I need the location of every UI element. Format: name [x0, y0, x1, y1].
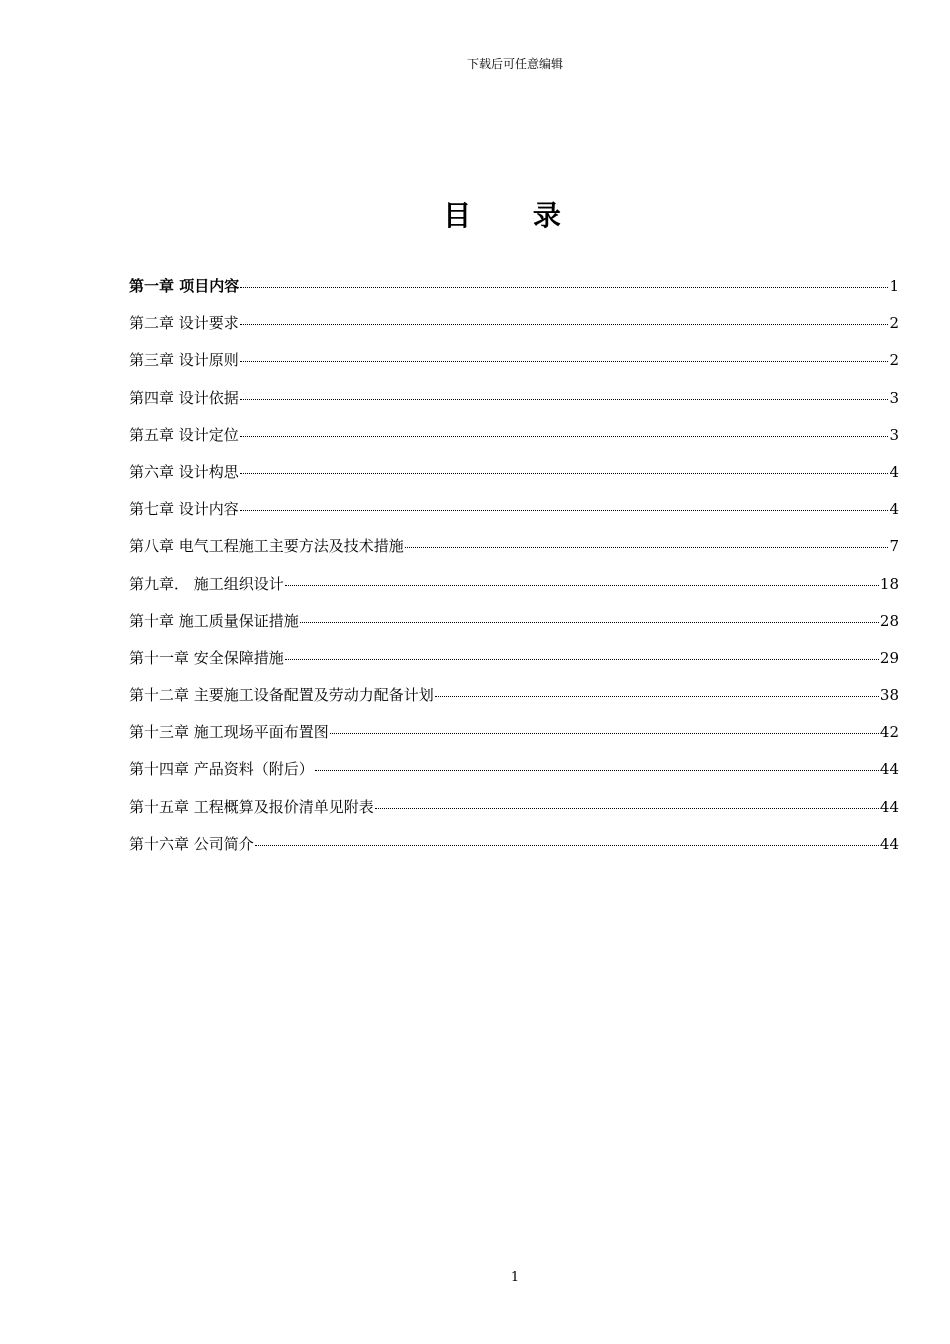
toc-entry-chapter-15[interactable]: [129, 795, 899, 832]
toc-chapter-number: 第八章: [129, 537, 175, 556]
toc-page-number: 3: [889, 425, 899, 444]
toc-page-number: 2: [889, 351, 899, 370]
toc-dot-leader: [240, 510, 889, 511]
toc-chapter-number: 第二章: [129, 314, 175, 333]
toc-entry-label: [129, 348, 239, 372]
toc-page-number: 44: [879, 797, 899, 816]
toc-page-number: 7: [889, 537, 899, 556]
toc-entry-chapter-16[interactable]: [129, 832, 899, 869]
toc-dot-leader: [240, 399, 889, 400]
toc-dot-leader: [285, 585, 879, 586]
toc-entry-label: [129, 311, 239, 335]
toc-entry-chapter-6[interactable]: [129, 460, 899, 497]
toc-entry-label: [129, 572, 284, 596]
toc-entry-label: [129, 720, 329, 744]
toc-chapter-title: 设计原则: [178, 351, 239, 370]
toc-dot-leader: [240, 473, 889, 474]
toc-page-number: 44: [879, 834, 899, 853]
toc-page-number: 3: [889, 388, 899, 407]
toc-title: 目 录: [443, 199, 587, 232]
toc-page-number: 44: [879, 760, 899, 779]
toc-entry-label: [129, 683, 434, 707]
toc-entry-label: [129, 795, 374, 819]
toc-page-number: 42: [879, 723, 899, 742]
toc-entry-label: [129, 646, 284, 670]
toc-chapter-number: 第一章: [129, 277, 175, 295]
toc-chapter-title: 产品资料（附后）: [193, 760, 314, 779]
toc-page-number: 4: [889, 500, 899, 519]
toc-dot-leader: [330, 733, 879, 734]
toc-dot-leader: [240, 287, 888, 288]
toc-dot-leader: [435, 696, 879, 697]
toc-chapter-title: 主要施工设备配置及劳动力配备计划: [193, 686, 434, 705]
toc-chapter-number: 第十章: [129, 611, 175, 630]
toc-chapter-title: 施工质量保证措施: [178, 611, 299, 630]
toc-entry-label: [129, 460, 239, 484]
toc-chapter-title: 设计依据: [178, 388, 239, 407]
toc-entry-label: [129, 423, 239, 447]
toc-entry-chapter-13[interactable]: [129, 720, 899, 757]
toc-chapter-number: 第六章: [129, 462, 175, 481]
toc-chapter-number: 第四章: [129, 388, 175, 407]
table-of-contents: [129, 274, 899, 869]
toc-page-number: 38: [879, 686, 899, 705]
toc-entry-chapter-11[interactable]: [129, 646, 899, 683]
toc-dot-leader: [285, 659, 879, 660]
toc-entry-chapter-12[interactable]: [129, 683, 899, 720]
toc-page-number: 29: [879, 648, 899, 667]
toc-entry-chapter-4[interactable]: [129, 386, 899, 423]
toc-page-number: 28: [879, 611, 899, 630]
toc-entry-chapter-1[interactable]: [129, 274, 899, 311]
toc-entry-label: [129, 757, 314, 781]
toc-page-number: 2: [889, 314, 899, 333]
toc-entry-chapter-3[interactable]: [129, 348, 899, 385]
toc-dot-leader: [240, 361, 889, 362]
toc-chapter-title: 施工现场平面布置图: [193, 723, 329, 742]
toc-dot-leader: [255, 845, 879, 846]
toc-entry-chapter-2[interactable]: [129, 311, 899, 348]
toc-entry-chapter-8[interactable]: [129, 534, 899, 571]
toc-chapter-number: 第五章: [129, 425, 175, 444]
toc-chapter-number: 第十一章: [129, 648, 190, 667]
toc-chapter-number: 第九章．: [129, 574, 190, 593]
toc-chapter-number: 第十四章: [129, 760, 190, 779]
toc-chapter-number: 第十三章: [129, 723, 190, 742]
toc-chapter-title: 安全保障措施: [193, 648, 284, 667]
toc-entry-chapter-14[interactable]: [129, 757, 899, 794]
toc-entry-label: [129, 534, 404, 558]
toc-chapter-title: 设计构思: [178, 462, 239, 481]
toc-dot-leader: [240, 324, 889, 325]
toc-chapter-number: 第十五章: [129, 797, 190, 816]
toc-entry-chapter-5[interactable]: [129, 423, 899, 460]
toc-chapter-title: 设计定位: [178, 425, 239, 444]
toc-entry-chapter-9[interactable]: [129, 572, 899, 609]
toc-page-number: 18: [879, 574, 899, 593]
toc-chapter-number: 第十六章: [129, 834, 190, 853]
toc-dot-leader: [300, 622, 879, 623]
toc-chapter-title: 设计要求: [178, 314, 239, 333]
toc-entry-label: [129, 274, 239, 298]
toc-dot-leader: [405, 547, 889, 548]
toc-entry-label: [129, 386, 239, 410]
toc-entry-chapter-10[interactable]: [129, 609, 899, 646]
toc-dot-leader: [240, 436, 889, 437]
toc-chapter-title: 施工组织设计: [193, 574, 284, 593]
toc-entry-label: [129, 609, 299, 633]
toc-entry-chapter-7[interactable]: [129, 497, 899, 534]
toc-page-number: 4: [889, 462, 899, 481]
toc-chapter-title: 电气工程施工主要方法及技术措施: [178, 537, 404, 556]
toc-chapter-number: 第七章: [129, 500, 175, 519]
page-number: 1: [510, 1270, 520, 1285]
toc-chapter-title: 设计内容: [178, 500, 239, 519]
header-note: 下载后可任意编辑: [466, 57, 563, 71]
toc-dot-leader: [375, 808, 879, 809]
toc-dot-leader: [315, 770, 879, 771]
toc-entry-label: [129, 497, 239, 521]
toc-entry-label: [129, 832, 254, 856]
toc-chapter-number: 第十二章: [129, 686, 190, 705]
toc-chapter-title: 项目内容: [179, 277, 240, 295]
toc-chapter-title: 公司简介: [193, 834, 254, 853]
toc-page-number: 1: [889, 277, 899, 295]
toc-chapter-number: 第三章: [129, 351, 175, 370]
toc-chapter-title: 工程概算及报价清单见附表: [193, 797, 374, 816]
